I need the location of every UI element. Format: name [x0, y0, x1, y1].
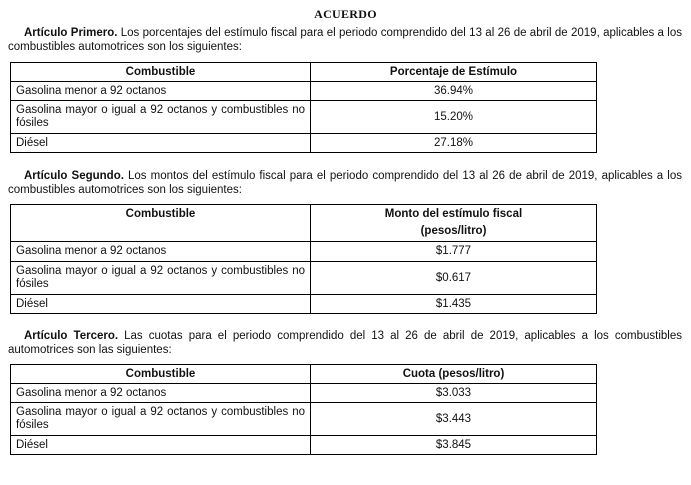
fuel-cell: Diésel: [11, 295, 311, 314]
article-second-lead: Artículo Segundo.: [24, 170, 124, 182]
value-cell: $3.845: [311, 436, 597, 455]
table-header-row: [11, 365, 597, 384]
value-cell: 36.94%: [311, 82, 597, 101]
column-header-fuel: Combustible: [11, 63, 311, 82]
stimulus-percentage-table: [10, 62, 597, 153]
value-cell: $3.443: [311, 403, 597, 436]
article-third-lead: Artículo Tercero.: [24, 330, 119, 342]
article-first-paragraph: [8, 26, 682, 54]
document-title: ACUERDO: [314, 7, 377, 21]
value-cell: $0.617: [311, 262, 597, 295]
value-cell: 27.18%: [311, 134, 597, 153]
value-cell: $3.033: [311, 384, 597, 403]
value-cell: $1.435: [311, 295, 597, 314]
table-row: [11, 384, 597, 403]
column-header-amount: [311, 205, 597, 242]
value-cell: 15.20%: [311, 101, 597, 134]
fuel-cell: Gasolina mayor o igual a 92 octanos y combustibles no fósiles: [11, 403, 311, 436]
table-row: [11, 101, 597, 134]
column-header-percentage: Porcentaje de Estímulo: [311, 63, 597, 82]
fuel-cell: Gasolina menor a 92 octanos: [11, 242, 311, 262]
column-header-amount-unit: (pesos/litro): [420, 225, 487, 237]
article-third-paragraph: [8, 329, 682, 357]
fuel-cell: Gasolina menor a 92 octanos: [11, 82, 311, 101]
table-row: [11, 262, 597, 295]
column-header-fuel: Combustible: [11, 365, 311, 384]
column-header-quota: Cuota (pesos/litro): [311, 365, 597, 384]
fuel-cell: Diésel: [11, 134, 311, 153]
table-row: [11, 134, 597, 153]
table-row: [11, 436, 597, 455]
quota-table: [10, 364, 597, 455]
column-header-amount-line1: Monto del estímulo fiscal: [384, 208, 523, 220]
fuel-cell: Gasolina menor a 92 octanos: [11, 384, 311, 403]
table-row: [11, 242, 597, 262]
column-header-fuel: Combustible: [11, 205, 311, 242]
article-second-text: Los montos del estímulo fiscal para el periodo comprendido del 13 al 26 de abril de 2019, aplicables a los combustibles automotrices son los siguientes:: [8, 170, 682, 196]
fuel-cell: Diésel: [11, 436, 311, 455]
table-header-row: [11, 63, 597, 82]
fuel-cell: Gasolina mayor o igual a 92 octanos y combustibles no fósiles: [11, 101, 311, 134]
fuel-cell: Gasolina mayor o igual a 92 octanos y combustibles no fósiles: [11, 262, 311, 295]
article-third-text: Las cuotas para el periodo comprendido del 13 al 26 de abril de 2019, aplicables a los combustibles automotrices son las siguientes:: [8, 330, 682, 356]
article-first-text: Los porcentajes del estímulo fiscal para el periodo comprendido del 13 al 26 de abril de 2019, aplicables a los combustibles automotrices son los siguientes:: [8, 27, 682, 53]
table-header-row: [11, 205, 597, 242]
table-row: [11, 403, 597, 436]
article-first-lead: Artículo Primero.: [24, 27, 118, 39]
value-cell: $1.777: [311, 242, 597, 262]
stimulus-amount-table: [10, 204, 597, 314]
article-second-paragraph: [8, 169, 682, 197]
table-row: [11, 295, 597, 314]
table-row: [11, 82, 597, 101]
